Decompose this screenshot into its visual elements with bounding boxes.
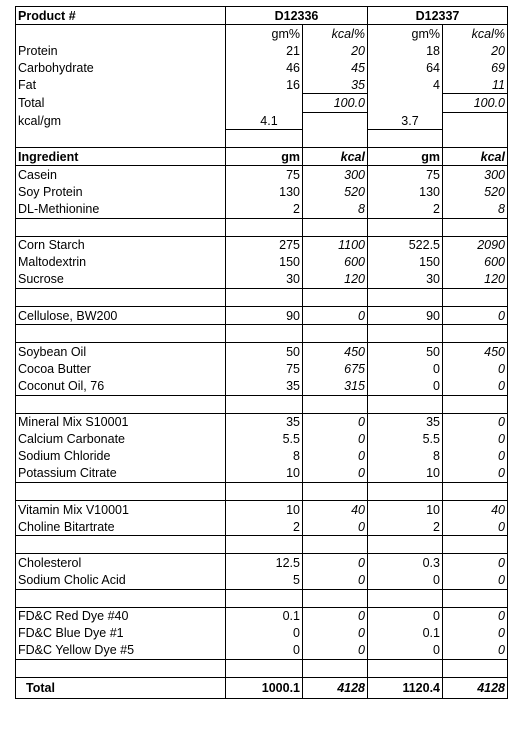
ingredient-row xyxy=(16,254,508,271)
row-label: Coconut Oil, 76 xyxy=(16,377,226,395)
d12336-kcal: 0 xyxy=(303,642,368,660)
d12336-gm: 275 xyxy=(226,236,303,254)
ingredient-row xyxy=(16,271,508,289)
d12336-gm: 75 xyxy=(226,360,303,377)
d12337-kcal: 520 xyxy=(443,183,508,200)
row-label: Calcium Carbonate xyxy=(16,431,226,448)
d12337-gm: 0 xyxy=(368,360,443,377)
spacer-cell xyxy=(303,536,368,554)
spacer-row xyxy=(16,536,508,554)
d12337-kcal: 69 xyxy=(443,59,508,76)
spacer-cell xyxy=(443,483,508,501)
ingredient-row xyxy=(16,343,508,361)
d12337-gm: 130 xyxy=(368,183,443,200)
d12336-gm: 4.1 xyxy=(226,112,303,130)
spacer-cell xyxy=(226,218,303,236)
d12337-gm: 50 xyxy=(368,343,443,361)
row-label: Sodium Chloride xyxy=(16,448,226,465)
spacer-cell xyxy=(16,483,226,501)
d12337-gm: 2 xyxy=(368,201,443,219)
row-label: Cellulose, BW200 xyxy=(16,307,226,325)
row-label: Carbohydrate xyxy=(16,59,226,76)
diet-formula-table xyxy=(15,6,508,699)
macro-row xyxy=(16,76,508,94)
macro-row xyxy=(16,59,508,76)
row-label: Sodium Cholic Acid xyxy=(16,572,226,590)
d12337-kcal: 0 xyxy=(443,307,508,325)
d12337-kcal: 0 xyxy=(443,413,508,431)
ingredient-row xyxy=(16,572,508,590)
d12336-gm: 5 xyxy=(226,572,303,590)
spacer-cell xyxy=(16,589,226,607)
unit-kcal-pct: kcal% xyxy=(303,25,368,43)
row-label: Soy Protein xyxy=(16,183,226,200)
spacer-cell xyxy=(443,289,508,307)
d12337-kcal: 0 xyxy=(443,431,508,448)
spacer-cell xyxy=(368,589,443,607)
ingredient-row xyxy=(16,166,508,184)
d12337-gm: 5.5 xyxy=(368,431,443,448)
d12336-kcal: 520 xyxy=(303,183,368,200)
d12337-gm: 0.3 xyxy=(368,554,443,572)
spacer-cell xyxy=(443,130,508,148)
row-label: Maltodextrin xyxy=(16,254,226,271)
row-label: Mineral Mix S10001 xyxy=(16,413,226,431)
ingredient-header-row xyxy=(16,148,508,166)
d12336-gm: 130 xyxy=(226,183,303,200)
d12336-gm: 150 xyxy=(226,254,303,271)
d12336-gm: 46 xyxy=(226,59,303,76)
d12336-kcal: 0 xyxy=(303,607,368,625)
d12336-kcal: 8 xyxy=(303,201,368,219)
d12336-gm: 1000.1 xyxy=(226,678,303,699)
d12337-kcal: 0 xyxy=(443,360,508,377)
spacer-cell xyxy=(226,536,303,554)
product-header-row xyxy=(16,7,508,25)
d12337-kcal: 0 xyxy=(443,518,508,536)
d12337-gm: 1120.4 xyxy=(368,678,443,699)
spacer-cell xyxy=(16,659,226,677)
d12337-kcal: 600 xyxy=(443,254,508,271)
spacer-cell xyxy=(226,130,303,148)
d12336-kcal xyxy=(303,112,368,130)
d12337-kcal: 11 xyxy=(443,76,508,94)
spacer-cell xyxy=(226,589,303,607)
ingredient-row xyxy=(16,642,508,660)
d12336-kcal: 0 xyxy=(303,448,368,465)
spacer-cell xyxy=(303,130,368,148)
spacer-row xyxy=(16,218,508,236)
row-label: Soybean Oil xyxy=(16,343,226,361)
spacer-cell xyxy=(16,130,226,148)
spacer-row xyxy=(16,589,508,607)
spacer-cell xyxy=(368,325,443,343)
row-label: Sucrose xyxy=(16,271,226,289)
d12336-kcal: 0 xyxy=(303,431,368,448)
d12337-kcal: 0 xyxy=(443,465,508,483)
d12337-gm: 522.5 xyxy=(368,236,443,254)
spacer-cell xyxy=(303,483,368,501)
spacer-cell xyxy=(226,395,303,413)
spacer-row xyxy=(16,395,508,413)
d12337-gm: 18 xyxy=(368,42,443,59)
ingredient-row xyxy=(16,518,508,536)
d12336-kcal: 0 xyxy=(303,518,368,536)
ingredient-row xyxy=(16,201,508,219)
d12336-kcal: 0 xyxy=(303,554,368,572)
d12337-gm: 0 xyxy=(368,607,443,625)
spacer-cell xyxy=(303,395,368,413)
d12336-gm: 12.5 xyxy=(226,554,303,572)
d12336-kcal: 45 xyxy=(303,59,368,76)
d12336-kcal: 450 xyxy=(303,343,368,361)
spacer-cell xyxy=(16,325,226,343)
macro-row xyxy=(16,94,508,112)
d12336-kcal: 40 xyxy=(303,501,368,519)
row-label: Vitamin Mix V10001 xyxy=(16,501,226,519)
spacer-cell xyxy=(368,130,443,148)
spacer-cell xyxy=(303,589,368,607)
d12337-kcal: 0 xyxy=(443,607,508,625)
ingredient-row xyxy=(16,625,508,642)
spacer-cell xyxy=(368,395,443,413)
d12336-gm: 90 xyxy=(226,307,303,325)
d12336-gm: 0.1 xyxy=(226,607,303,625)
d12337-gm: gm xyxy=(368,148,443,166)
ingredient-row xyxy=(16,431,508,448)
d12337-gm: 0 xyxy=(368,642,443,660)
d12336-gm xyxy=(226,94,303,112)
d12337-gm: 75 xyxy=(368,166,443,184)
d12337-kcal: 0 xyxy=(443,448,508,465)
d12336-gm: 35 xyxy=(226,413,303,431)
d12337-gm: 150 xyxy=(368,254,443,271)
d12336-gm: 5.5 xyxy=(226,431,303,448)
d12337-kcal: 120 xyxy=(443,271,508,289)
d12337-gm: 30 xyxy=(368,271,443,289)
d12337-kcal: 0 xyxy=(443,625,508,642)
row-label: Corn Starch xyxy=(16,236,226,254)
ingredient-row xyxy=(16,554,508,572)
d12337-gm: 3.7 xyxy=(368,112,443,130)
total-row xyxy=(16,678,508,699)
d12336-kcal: 120 xyxy=(303,271,368,289)
ingredient-row xyxy=(16,183,508,200)
d12336-kcal: 20 xyxy=(303,42,368,59)
spacer-cell xyxy=(443,589,508,607)
ingredient-row xyxy=(16,360,508,377)
d12337-kcal: 40 xyxy=(443,501,508,519)
row-label: Total xyxy=(16,94,226,112)
spacer-cell xyxy=(443,218,508,236)
d12336-kcal: 0 xyxy=(303,307,368,325)
row-label: Cholesterol xyxy=(16,554,226,572)
d12336-gm: 50 xyxy=(226,343,303,361)
d12337-gm xyxy=(368,94,443,112)
d12336-gm: 10 xyxy=(226,465,303,483)
d12337-kcal: 450 xyxy=(443,343,508,361)
d12336-gm: 16 xyxy=(226,76,303,94)
units-label xyxy=(16,25,226,43)
row-label: Potassium Citrate xyxy=(16,465,226,483)
spacer-cell xyxy=(303,218,368,236)
d12337-gm: 64 xyxy=(368,59,443,76)
d12336-gm: 2 xyxy=(226,201,303,219)
row-label: FD&C Red Dye #40 xyxy=(16,607,226,625)
spacer-cell xyxy=(303,325,368,343)
d12337-kcal: 2090 xyxy=(443,236,508,254)
spacer-cell xyxy=(16,536,226,554)
spacer-cell xyxy=(16,395,226,413)
d12336-kcal: kcal xyxy=(303,148,368,166)
ingredient-row xyxy=(16,465,508,483)
d12336-gm: 0 xyxy=(226,625,303,642)
ingredient-row xyxy=(16,307,508,325)
d12337-kcal: 100.0 xyxy=(443,94,508,112)
ingredient-row xyxy=(16,236,508,254)
d12336-kcal: 675 xyxy=(303,360,368,377)
row-label: Choline Bitartrate xyxy=(16,518,226,536)
ingredient-row xyxy=(16,377,508,395)
row-label: Cocoa Butter xyxy=(16,360,226,377)
spacer-cell xyxy=(368,289,443,307)
d12337-kcal: 4128 xyxy=(443,678,508,699)
ingredient-row xyxy=(16,448,508,465)
d12337-kcal: 0 xyxy=(443,554,508,572)
d12336-gm: 2 xyxy=(226,518,303,536)
d12337-gm: 8 xyxy=(368,448,443,465)
row-label: FD&C Blue Dye #1 xyxy=(16,625,226,642)
d12337-gm: 90 xyxy=(368,307,443,325)
unit-gm-pct: gm% xyxy=(226,25,303,43)
d12336-kcal: 0 xyxy=(303,413,368,431)
row-label: Protein xyxy=(16,42,226,59)
d12336-gm: 35 xyxy=(226,377,303,395)
row-label: Casein xyxy=(16,166,226,184)
units-row xyxy=(16,25,508,43)
row-label: FD&C Yellow Dye #5 xyxy=(16,642,226,660)
row-label: kcal/gm xyxy=(16,112,226,130)
spacer-cell xyxy=(226,289,303,307)
d12336-kcal: 0 xyxy=(303,572,368,590)
spacer-cell xyxy=(303,289,368,307)
unit-kcal-pct: kcal% xyxy=(443,25,508,43)
d12336-kcal: 1100 xyxy=(303,236,368,254)
d12336-kcal: 100.0 xyxy=(303,94,368,112)
d12337-gm: 2 xyxy=(368,518,443,536)
spacer-cell xyxy=(16,218,226,236)
d12336-gm: 8 xyxy=(226,448,303,465)
d12336-kcal: 315 xyxy=(303,377,368,395)
d12337-kcal xyxy=(443,112,508,130)
d12336-kcal: 0 xyxy=(303,625,368,642)
d12336-gm: 75 xyxy=(226,166,303,184)
spacer-row xyxy=(16,130,508,148)
product-label: Product # xyxy=(16,7,226,25)
spacer-row xyxy=(16,289,508,307)
spacer-cell xyxy=(368,659,443,677)
spacer-cell xyxy=(226,483,303,501)
spacer-cell xyxy=(226,325,303,343)
d12337-kcal: 0 xyxy=(443,377,508,395)
spacer-cell xyxy=(443,395,508,413)
d12337-kcal: 0 xyxy=(443,572,508,590)
d12336-kcal: 35 xyxy=(303,76,368,94)
diet-d12336-header: D12336 xyxy=(226,7,368,25)
spacer-cell xyxy=(16,289,226,307)
spacer-cell xyxy=(303,659,368,677)
ingredient-row xyxy=(16,413,508,431)
d12337-kcal: 0 xyxy=(443,642,508,660)
d12337-kcal: 8 xyxy=(443,201,508,219)
spacer-cell xyxy=(368,483,443,501)
ingredient-row xyxy=(16,607,508,625)
d12336-gm: 30 xyxy=(226,271,303,289)
d12336-kcal: 0 xyxy=(303,465,368,483)
d12336-gm: gm xyxy=(226,148,303,166)
spacer-row xyxy=(16,483,508,501)
d12337-gm: 10 xyxy=(368,501,443,519)
row-label: DL-Methionine xyxy=(16,201,226,219)
spacer-cell xyxy=(368,536,443,554)
unit-gm-pct: gm% xyxy=(368,25,443,43)
d12337-gm: 0 xyxy=(368,377,443,395)
row-label: Ingredient xyxy=(16,148,226,166)
d12336-gm: 10 xyxy=(226,501,303,519)
macro-row xyxy=(16,42,508,59)
d12337-kcal: 300 xyxy=(443,166,508,184)
d12337-kcal: 20 xyxy=(443,42,508,59)
row-label: Fat xyxy=(16,76,226,94)
spacer-cell xyxy=(443,325,508,343)
d12336-gm: 21 xyxy=(226,42,303,59)
spacer-cell xyxy=(443,536,508,554)
spacer-cell xyxy=(368,218,443,236)
d12337-gm: 10 xyxy=(368,465,443,483)
spacer-row xyxy=(16,659,508,677)
d12336-gm: 0 xyxy=(226,642,303,660)
d12336-kcal: 300 xyxy=(303,166,368,184)
macro-row xyxy=(16,112,508,130)
diet-d12337-header: D12337 xyxy=(368,7,508,25)
ingredient-row xyxy=(16,501,508,519)
spacer-cell xyxy=(443,659,508,677)
spacer-cell xyxy=(226,659,303,677)
d12336-kcal: 600 xyxy=(303,254,368,271)
d12337-gm: 4 xyxy=(368,76,443,94)
d12337-kcal: kcal xyxy=(443,148,508,166)
d12337-gm: 35 xyxy=(368,413,443,431)
d12337-gm: 0 xyxy=(368,572,443,590)
d12337-gm: 0.1 xyxy=(368,625,443,642)
row-label: Total xyxy=(16,678,226,699)
d12336-kcal: 4128 xyxy=(303,678,368,699)
spacer-row xyxy=(16,325,508,343)
